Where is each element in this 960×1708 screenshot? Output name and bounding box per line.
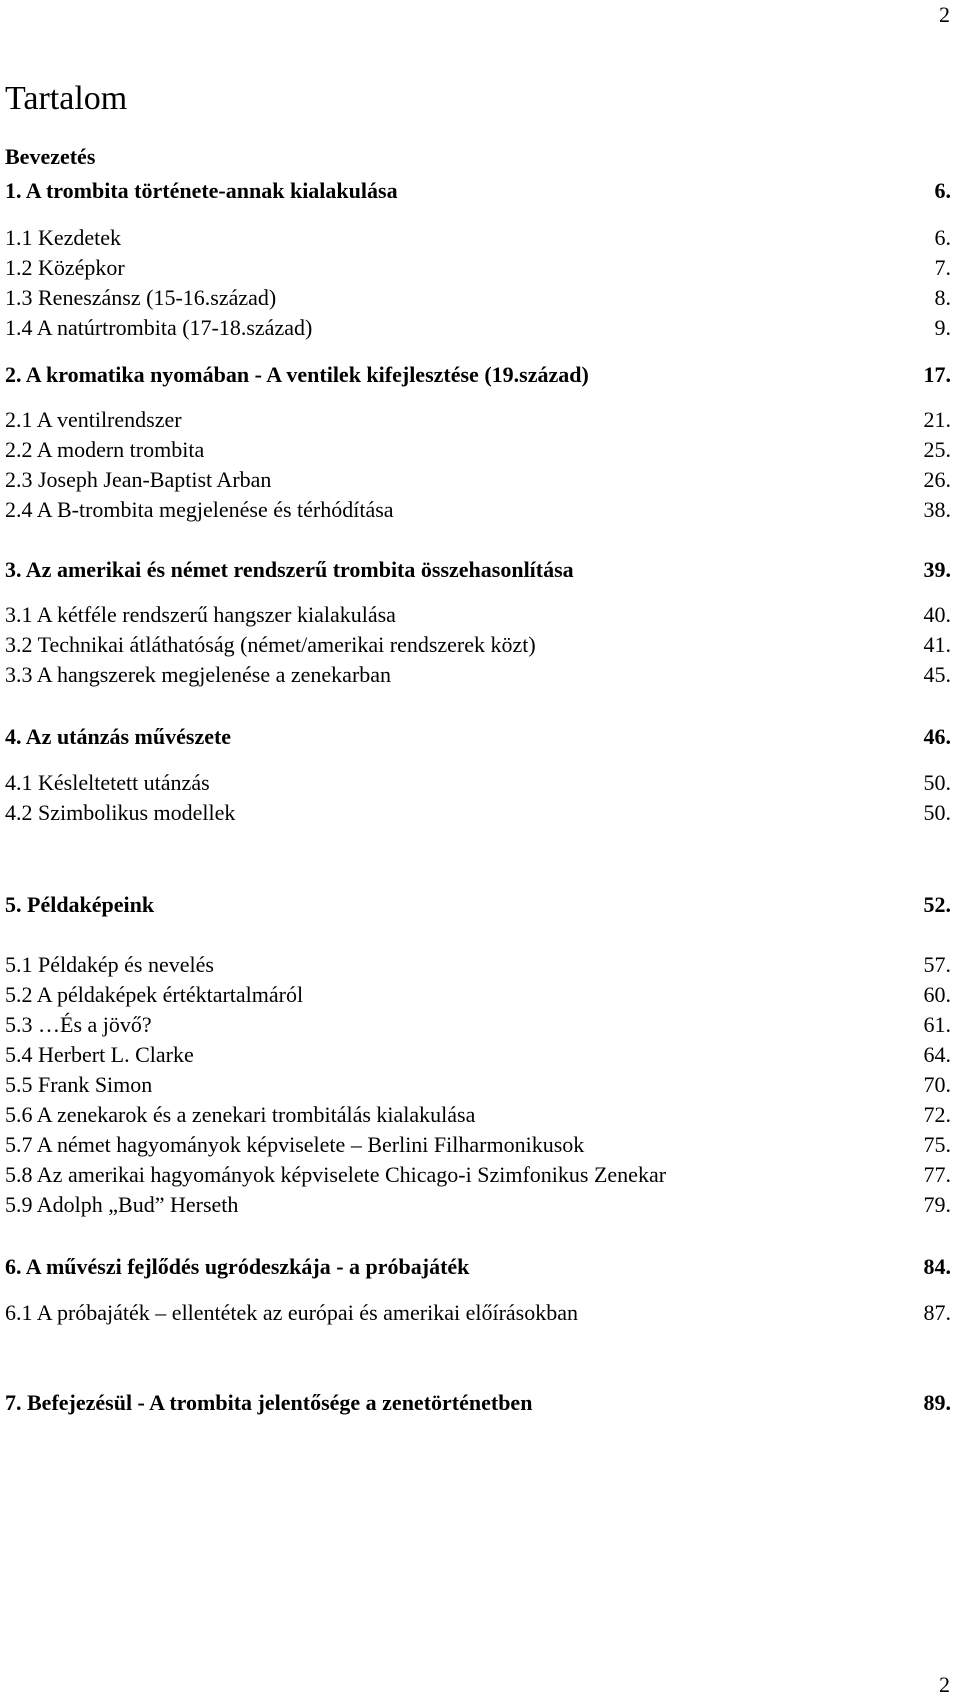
page-number-bottom: 2 (939, 1672, 950, 1697)
toc-entry-page: 6. (934, 225, 951, 250)
toc-section-row (5, 630, 951, 660)
toc-entry-page: 39. (923, 557, 951, 582)
toc-section-row (5, 283, 951, 313)
toc-section-row (5, 1010, 951, 1040)
toc-entry-page: 61. (923, 1012, 951, 1037)
toc-entry-label: 2.3 Joseph Jean-Baptist Arban (5, 467, 272, 492)
toc-section-row (5, 223, 951, 253)
toc-entry-label: 3.2 Technikai átláthatóság (német/amerikai rendszerek közt) (5, 632, 536, 657)
toc-entry-page: 40. (923, 602, 951, 627)
toc-section-row (5, 435, 951, 465)
toc-entry-label: 4. Az utánzás művészete (5, 724, 232, 749)
toc-entry-label: 2. A kromatika nyomában - A ventilek kifejlesztése (19.század) (5, 362, 589, 387)
toc-entry-label: 5.9 Adolph „Bud” Herseth (5, 1192, 239, 1217)
toc-entry-label: 5.4 Herbert L. Clarke (5, 1042, 194, 1067)
toc-section-row (5, 405, 951, 435)
toc-entry-label: 5.3 …És a jövő? (5, 1012, 152, 1037)
toc-entry-page: 17. (923, 362, 951, 387)
toc-section-row (5, 313, 951, 343)
toc-entry-label: 2.1 A ventilrendszer (5, 407, 182, 432)
toc-entry-label: 6.1 A próbajáték – ellentétek az európai és amerikai előírásokban (5, 1300, 578, 1325)
toc-entry-page: 57. (923, 952, 951, 977)
toc-entry-label: 5.2 A példaképek értéktartalmáról (5, 982, 304, 1007)
toc-entry-page: 70. (923, 1072, 951, 1097)
toc-section-row (5, 798, 951, 828)
toc-entry-label: 2.4 A B-trombita megjelenése és térhódítása (5, 497, 394, 522)
page-title: Tartalom (5, 80, 128, 117)
toc-entry-page: 52. (923, 892, 951, 917)
toc-entry-label: 4.2 Szimbolikus modellek (5, 800, 236, 825)
toc-entry-label: 5.7 A német hagyományok képviselete – Berlini Filharmonikusok (5, 1132, 585, 1157)
toc-section-row (5, 660, 951, 690)
toc-intro: Bevezetés (5, 144, 96, 169)
toc-section-row (5, 1190, 951, 1220)
toc-entry-page: 50. (923, 770, 951, 795)
toc-entry-page: 25. (923, 437, 951, 462)
toc-entry-page: 77. (923, 1162, 951, 1187)
toc-chapter-row (5, 722, 951, 752)
toc-entry-page: 75. (923, 1132, 951, 1157)
toc-entry-page: 41. (923, 632, 951, 657)
toc-section-row (5, 1040, 951, 1070)
toc-entry-label: 5.5 Frank Simon (5, 1072, 153, 1097)
toc-entry-page: 9. (934, 315, 951, 340)
toc-entry-page: 45. (923, 662, 951, 687)
toc-entry-label: 3.3 A hangszerek megjelenése a zenekarban (5, 662, 392, 687)
toc-entry-page: 7. (934, 255, 951, 280)
toc-entry-page: 64. (923, 1042, 951, 1067)
toc-entry-label: 3.1 A kétféle rendszerű hangszer kialakulása (5, 602, 396, 627)
toc-entry-page: 8. (934, 285, 951, 310)
toc-section-row (5, 1100, 951, 1130)
toc-entry-label: 5. Példaképeink (5, 892, 155, 917)
toc-entry-page: 50. (923, 800, 951, 825)
toc-chapter-row (5, 360, 951, 390)
toc-entry-page: 87. (923, 1300, 951, 1325)
toc-entry-page: 89. (923, 1390, 951, 1415)
toc-entry-page: 46. (923, 724, 951, 749)
toc-entry-page: 21. (923, 407, 951, 432)
toc-entry-label: 3. Az amerikai és német rendszerű trombita összehasonlítása (5, 557, 574, 582)
toc-chapter-row (5, 176, 951, 206)
toc-section-row (5, 600, 951, 630)
toc-entry-label: 4.1 Késleltetett utánzás (5, 770, 210, 795)
toc-entry-page: 60. (923, 982, 951, 1007)
toc-section-row (5, 768, 951, 798)
toc-chapter-row (5, 1388, 951, 1418)
toc-entry-label: 1.4 A natúrtrombita (17-18.század) (5, 315, 313, 340)
toc-section-row (5, 253, 951, 283)
toc-section-row (5, 1160, 951, 1190)
toc-section-row (5, 1070, 951, 1100)
toc-section-row (5, 1298, 951, 1328)
toc-entry-page: 38. (923, 497, 951, 522)
toc-entry-page: 79. (923, 1192, 951, 1217)
toc-entry-label: 5.8 Az amerikai hagyományok képviselete Chicago-i Szimfonikus Zenekar (5, 1162, 667, 1187)
toc-entry-label: 1.1 Kezdetek (5, 225, 122, 250)
toc-entry-label: 1.2 Középkor (5, 255, 125, 280)
toc-chapter-row (5, 1252, 951, 1282)
toc-entry-label: 1. A trombita története-annak kialakulása (5, 178, 398, 203)
toc-chapter-row (5, 555, 951, 585)
toc-section-row (5, 1130, 951, 1160)
toc-entry-label: 5.1 Példakép és nevelés (5, 952, 214, 977)
toc-entry-label: 5.6 A zenekarok és a zenekari trombitálás kialakulása (5, 1102, 476, 1127)
toc-entry-page: 84. (923, 1254, 951, 1279)
toc-section-row (5, 950, 951, 980)
toc-entry-label: 1.3 Reneszánsz (15-16.század) (5, 285, 277, 310)
toc-entry-page: 26. (923, 467, 951, 492)
toc-chapter-row (5, 890, 951, 920)
toc-entry-page: 6. (934, 178, 951, 203)
toc-entry-page: 72. (923, 1102, 951, 1127)
toc-section-row (5, 495, 951, 525)
page-number-top: 2 (939, 2, 950, 27)
toc-entry-label: 7. Befejezésül - A trombita jelentősége a zenetörténetben (5, 1390, 533, 1415)
toc-entry-label: 6. A művészi fejlődés ugródeszkája - a próbajáték (5, 1254, 470, 1279)
toc-section-row (5, 465, 951, 495)
toc-section-row (5, 980, 951, 1010)
toc-entry-label: 2.2 A modern trombita (5, 437, 205, 462)
